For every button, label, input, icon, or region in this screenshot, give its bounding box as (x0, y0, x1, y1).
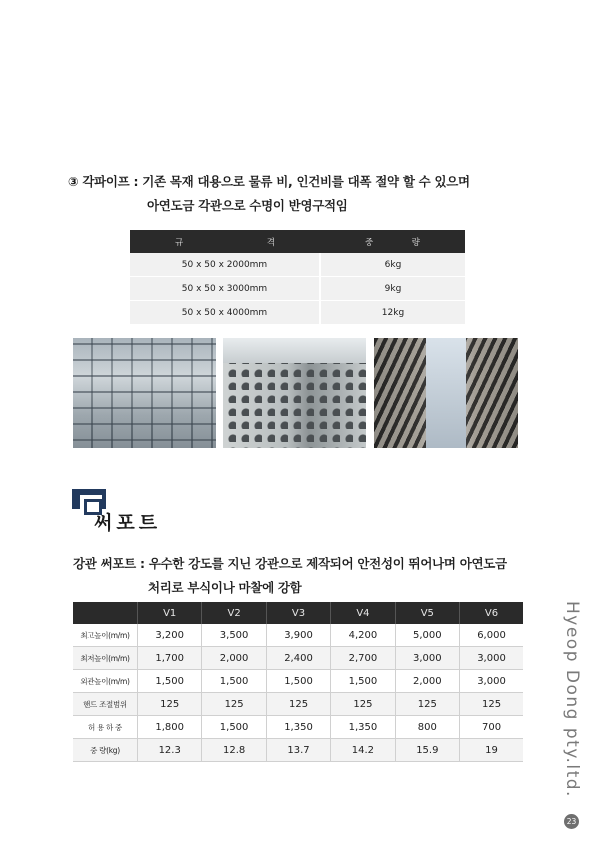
square-pipe-spec-table (130, 230, 465, 325)
pipe-bundles-photo (223, 338, 366, 448)
table-cell: 3,000 (460, 647, 523, 670)
table-cell: 1,350 (266, 716, 330, 739)
square-pipe-title-line1: ③ 각파이프 : 기존 목재 대용으로 물류 비, 인건비를 대폭 절약 할 수 있으며 (68, 174, 470, 189)
table-row (130, 277, 465, 301)
weight-cell: 6kg (320, 253, 465, 277)
table-cell: 1,350 (331, 716, 395, 739)
table-row (73, 693, 523, 716)
table-cell: 3,900 (266, 624, 330, 647)
table-cell: 125 (395, 693, 459, 716)
table-cell: 125 (266, 693, 330, 716)
company-name-vertical: Hyeop Dong pty.ltd. (562, 601, 582, 798)
page-number-badge: 23 (564, 814, 579, 829)
spec-cell: 50 x 50 x 2000mm (130, 253, 320, 277)
table-cell: 12.3 (138, 739, 202, 762)
row-label: 핸드 조절범위 (73, 693, 138, 716)
stacked-pipes-photo (73, 338, 216, 448)
table-cell: 1,500 (266, 670, 330, 693)
table-cell: 13.7 (266, 739, 330, 762)
table-cell: 2,700 (331, 647, 395, 670)
row-label: 허 용 하 중 (73, 716, 138, 739)
row-label: 최고높이(m/m) (73, 624, 138, 647)
table-cell: 3,000 (395, 647, 459, 670)
table-cell: 4,200 (331, 624, 395, 647)
row-label: 외관높이(m/m) (73, 670, 138, 693)
table-row (73, 624, 523, 647)
weight-cell: 12kg (320, 301, 465, 325)
table-cell: 125 (460, 693, 523, 716)
table-cell: 12.8 (202, 739, 266, 762)
table-row (73, 670, 523, 693)
support-title-line2: 처리로 부식이나 마찰에 강함 (148, 580, 302, 595)
table-cell: 125 (202, 693, 266, 716)
column-header-v2: V2 (202, 602, 266, 624)
column-header-v5: V5 (395, 602, 459, 624)
table-cell: 125 (138, 693, 202, 716)
column-header-v6: V6 (460, 602, 523, 624)
weight-column-header: 중 량 (320, 230, 465, 253)
spec-cell: 50 x 50 x 4000mm (130, 301, 320, 325)
spec-column-header: 규 격 (130, 230, 320, 253)
table-cell: 14.2 (331, 739, 395, 762)
spec-cell: 50 x 50 x 3000mm (130, 277, 320, 301)
table-cell: 1,700 (138, 647, 202, 670)
pipe-stack-closeup-photo (374, 338, 518, 448)
table-row (130, 301, 465, 325)
table-cell: 1,800 (138, 716, 202, 739)
column-header-v3: V3 (266, 602, 330, 624)
table-cell: 3,200 (138, 624, 202, 647)
table-cell: 1,500 (138, 670, 202, 693)
row-label: 최저높이(m/m) (73, 647, 138, 670)
column-header-v4: V4 (331, 602, 395, 624)
table-cell: 1,500 (331, 670, 395, 693)
table-row (73, 716, 523, 739)
table-row (73, 647, 523, 670)
table-row (130, 253, 465, 277)
support-title-line1: 강관 써포트 : 우수한 강도를 지닌 강관으로 제작되어 안전성이 뛰어나며 아연도금 (73, 556, 507, 571)
table-cell: 3,500 (202, 624, 266, 647)
table-cell: 800 (395, 716, 459, 739)
column-header-v1: V1 (138, 602, 202, 624)
support-heading: 써포트 (94, 512, 162, 534)
table-cell: 5,000 (395, 624, 459, 647)
table-cell: 2,400 (266, 647, 330, 670)
table-row (73, 739, 523, 762)
table-cell: 700 (460, 716, 523, 739)
table-cell: 1,500 (202, 670, 266, 693)
square-pipe-title-line2: 아연도금 각관으로 수명이 반영구적임 (147, 198, 348, 213)
weight-cell: 9kg (320, 277, 465, 301)
table-cell: 1,500 (202, 716, 266, 739)
table-cell: 3,000 (460, 670, 523, 693)
support-spec-table (73, 602, 523, 762)
table-cell: 2,000 (395, 670, 459, 693)
corner-header (73, 602, 138, 624)
row-label: 중 량(kg) (73, 739, 138, 762)
table-cell: 6,000 (460, 624, 523, 647)
table-cell: 125 (331, 693, 395, 716)
table-cell: 2,000 (202, 647, 266, 670)
table-cell: 15.9 (395, 739, 459, 762)
table-cell: 19 (460, 739, 523, 762)
